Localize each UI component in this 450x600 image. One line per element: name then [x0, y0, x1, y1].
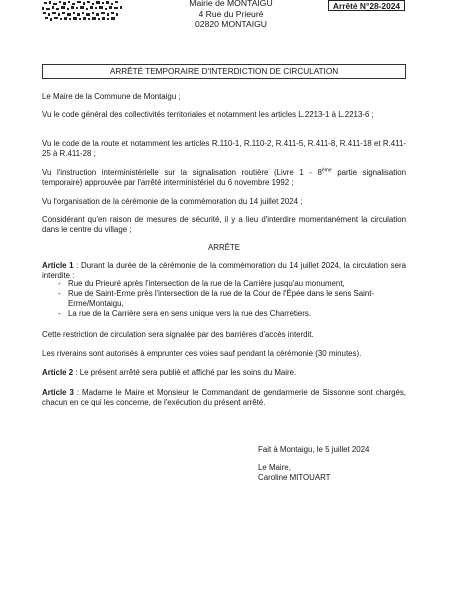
- considerant-ceremonie: Vu l'organisation de la cérémonie de la commémoration du 14 juillet 2024 ;: [42, 197, 303, 206]
- article-2: [42, 368, 406, 378]
- article-3-label: Article 3: [42, 388, 74, 397]
- article-1-list: [58, 279, 408, 319]
- mairie-street: 4 Rue du Prieuré: [198, 8, 264, 19]
- intro-line: Le Maire de la Commune de Montaigu ;: [42, 92, 181, 101]
- signature-name: Caroline MITOUART: [258, 473, 331, 482]
- article-2-text: : Le présent arrêté sera publié et affiché par les soins du Maire.: [73, 368, 297, 377]
- mairie-name: Mairie de MONTAIGU: [189, 0, 273, 8]
- arrete-heading: ARRÊTE: [207, 243, 240, 252]
- instruction-superscript: ème: [321, 167, 332, 174]
- list-item: - Rue de Saint-Erme près l'intersection de la rue de la Cour de l'Épée dans le sens Saint-Erme/Montaigu,: [58, 289, 408, 309]
- document-title: ARRÊTÉ TEMPORAIRE D'INTERDICTION DE CIRCULATION: [42, 64, 406, 79]
- article-3-text: : Madame le Maire et Monsieur le Commandant de gendarmerie de Sissonne sont chargés, chacun en ce qui les concerne, de l'exécution du présent arrêté.: [42, 388, 406, 408]
- signature-place-date: Fait à Montaigu, le 5 juillet 2024: [258, 445, 370, 454]
- mairie-address: [176, 0, 286, 30]
- article-1-label: Article 1: [42, 261, 74, 270]
- instruction-text-start: Vu l'instruction interministérielle sur la signalisation routière (Livre 1 - 8: [42, 168, 322, 177]
- list-item: - Rue du Prieuré après l'intersection de la rue de la Carrière jusqu'au monument,: [58, 279, 408, 289]
- commune-logo: [40, 0, 128, 22]
- mairie-postcode-city: 02820 MONTAIGU: [195, 19, 267, 30]
- article-3: [42, 388, 406, 409]
- instruction-text-end: partie signalisation temporaire) approuvée par l'arrêté interministériel du 6 novembre 1992 ;: [42, 168, 406, 188]
- arrete-number: Arrêté N°28-2024: [328, 0, 405, 11]
- considerant-securite: Considérant qu'en raison de mesures de sécurité, il y a lieu d'interdire momentanément la circulation dans le centre du village ;: [42, 215, 406, 235]
- considerant-instruction: [42, 168, 406, 189]
- article-2-label: Article 2: [42, 368, 74, 377]
- paragraph-barrieres: Cette restriction de circulation sera signalée par des barrières d'accès interdit.: [42, 330, 314, 339]
- considerant-code-route: Vu le code de la route et notamment les articles R.110-1, R.110-2, R.411-5, R.411-8, R.411-18 et R.411-25 à R.411-28 ;: [42, 139, 406, 159]
- paragraph-riverains: Les riverains sont autorisés à emprunter ces voies sauf pendant la cérémonie (30 minutes).: [42, 349, 362, 358]
- signature-role: Le Maire,: [258, 463, 291, 472]
- list-item: - La rue de la Carrière sera en sens unique vers la rue des Charretiers.: [58, 309, 408, 319]
- article-1-text: : Durant la durée de la cérémonie de la commémoration du 14 juillet 2024, la circulation sera interdite :: [42, 261, 406, 281]
- considerant-cgct: Vu le code général des collectivités territoriales et notamment les articles L.2213-1 à L.2213-6 ;: [42, 110, 374, 119]
